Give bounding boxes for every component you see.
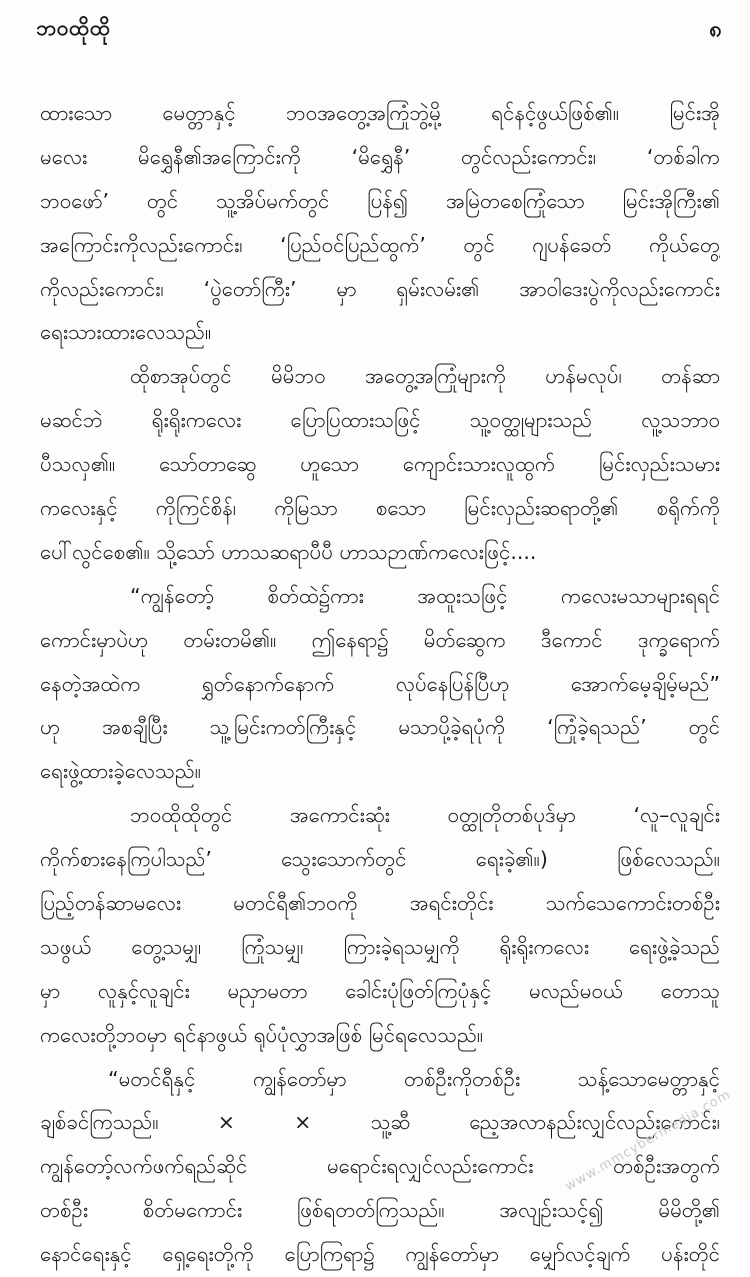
text-line: တစ်ဦး စိတ်မကောင်း ဖြစ်ရတတ်ကြသည်။ အလျဉ်းသင့်၍ မိမိတို့၏ — [40, 1198, 720, 1223]
text-line: မဆင်ဘဲ ရိုးရိုးကလေး ပြောပြထားသဖြင့် သူ့ဝတ္ထုများသည် လူ့သဘာဝ — [40, 408, 720, 433]
text-line: ကလေးနှင့် ကိုကြင်စိန်၊ ကိုမြသာ စသော မြင်းလှည်းဆရာတို့၏ စရိုက်ကို — [40, 496, 720, 521]
text-line: ဟု အစချီပြီး သူ့မြင်းကတ်ကြီးနှင့် မသာပို့ခဲ့ရပုံကို ‘ကြုံခဲ့ရသည်’ တွင် — [40, 715, 720, 740]
text-line: ဘဝထိုထိုတွင် အကောင်းဆုံး ဝတ္ထုတိုတစ်ပုဒ်မှာ ‘လူ–လူချင်း — [130, 803, 720, 828]
text-line: နောင်ရေးနှင့် ရှေ့ရေးတို့ကို ပြောကြရာ၌ ကျွန်တော်မှာ မျှော်လင့်ချက် ပန်းတိုင် — [40, 1242, 720, 1267]
text-line: ရေးဖွဲ့ထားခဲ့လေသည်။ — [40, 759, 201, 784]
text-line: ကောင်းမှာပဲဟု တမ်းတမိ၏။ ဤနေရာ၌ မိတ်ဆွေက ဒီကောင် ဒုက္ခရောက် — [40, 627, 720, 652]
page-number: ၈ — [709, 16, 722, 42]
running-header — [36, 10, 722, 50]
text-line: ပေါ်လွင်စေ၏။ သို့သော် ဟာသဆရာပီပီ ဟာသဉာဏ်ကလေးဖြင့်.... — [40, 539, 537, 564]
text-line: “ကျွန်တော့် စိတ်ထဲ၌ကား အထူးသဖြင့် ကလေးမသာများရရင် — [130, 583, 720, 608]
text-line: ဘဝဖော်’ တွင် သူ့အိပ်မက်တွင် ပြန်၍ အမြဲတစေကြုံသော မြင်းအိုကြီး၏ — [40, 188, 720, 213]
text-line: “မတင်ရီနှင့် ကျွန်တော်မှာ တစ်ဦးကိုတစ်ဦး သန့်သောမေတ္တာနှင့် — [108, 1066, 720, 1091]
body-text — [40, 92, 720, 1277]
text-line: နေတဲ့အထဲက ရွှတ်နောက်နောက် လုပ်နေပြန်ပြီဟု အောက်မေ့ချိမ့်မည်” — [40, 671, 720, 696]
text-line: ကိုလည်းကောင်း၊ ‘ပွဲတော်ကြီး’ မှာ ရှမ်းလမ်း၏ အာဝါဒေးပွဲကိုလည်းကောင်း — [40, 276, 720, 301]
text-line: ပြည့်တန်ဆာမလေး မတင်ရီ၏ဘဝကို အရင်းတိုင်း သက်သေကောင်းတစ်ဦး — [40, 891, 720, 916]
watermark: www.mmcybermedia.com — [563, 1087, 734, 1195]
text-line: မလေး မိရွှေနီ၏အကြောင်းကို ‘မိရွှေနီ’ တွင်လည်းကောင်း၊ ‘တစ်ခါက — [40, 144, 720, 169]
text-line: မှာ လူနှင့်လူချင်း မညှာမတာ ခေါင်းပုံဖြတ်ကြပုံနှင့် မလည်မဝယ် တောသူ — [40, 978, 720, 1003]
text-line: ထားသော မေတ္တာနှင့် ဘဝအတွေ့အကြုံဘွဲ့မို့ ရင်နင့်ဖွယ်ဖြစ်၏။ မြင်းအို — [40, 101, 720, 125]
text-line: ချစ်ခင်ကြသည်။ × × သူ့ဆီ ညေ့အလာနည်းလျှင်လည်းကောင်း၊ — [40, 1110, 720, 1135]
text-line: ကလေးတို့ဘဝမှာ ရင်နာဖွယ် ရုပ်ပုံလွှာအဖြစ် မြင်ရလေသည်။ — [40, 1022, 484, 1047]
text-line: ထိုစာအုပ်တွင် မိမိဘဝ အတွေ့အကြုံများကို ဟန်မလုပ်၊ တန်ဆာ — [130, 364, 720, 389]
running-title: ဘဝထိုထို — [36, 15, 111, 40]
text-line: သဖွယ် တွေ့သမျှ၊ ကြုံသမျှ၊ ကြားခဲ့ရသမျှကို ရိုးရိုးကလေး ရေးဖွဲ့ခဲ့သည် — [40, 934, 720, 959]
text-line: ပီသလှ၏။ သော်တာဆွေ ဟူသော ကျောင်းသားလူထွက် မြင်းလှည်းသမား — [40, 452, 720, 477]
text-line: ကိုက်စားနေကြပါသည်’ သွေးသောက်တွင် ရေးခဲ့၏။) ဖြစ်လေသည်။ — [40, 847, 720, 872]
text-line: အကြောင်းကိုလည်းကောင်း၊ ‘ပြည်ဝင်ပြည်ထွက်’ တွင် ဂျပန်ခေတ် ကိုယ်တွေ့ — [40, 232, 720, 257]
text-line: ကျွန်တော့်လက်ဖက်ရည်ဆိုင် မရောင်းရလျှင်လည်းကောင်း တစ်ဦးအတွက် — [40, 1154, 720, 1179]
text-line: ရေးသားထားလေသည်။ — [40, 320, 212, 345]
